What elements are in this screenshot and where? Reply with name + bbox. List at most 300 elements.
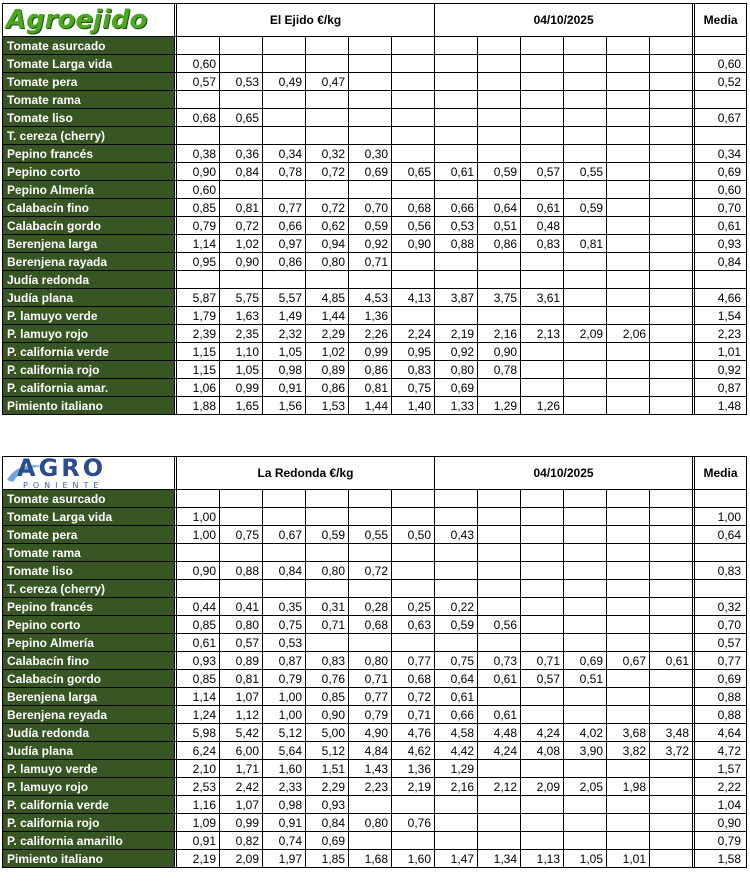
- media-cell: 0,70: [695, 199, 747, 217]
- media-cell: 1,48: [695, 397, 747, 415]
- price-cell: [650, 706, 693, 724]
- price-cell: 1,44: [349, 397, 392, 415]
- price-cell: 0,56: [478, 616, 521, 634]
- price-cell: [607, 91, 650, 109]
- price-cell: 0,94: [306, 235, 349, 253]
- price-cell: [650, 271, 693, 289]
- price-cell: [607, 199, 650, 217]
- price-cell: 2,26: [349, 325, 392, 343]
- table-row: [3, 490, 747, 508]
- product-name: P. lamuyo verde: [3, 760, 175, 778]
- price-cell: 0,57: [177, 73, 220, 91]
- price-cell: [435, 55, 478, 73]
- price-cell: 2,16: [435, 778, 478, 796]
- table-row: [3, 127, 747, 145]
- media-cell: 0,79: [695, 832, 747, 850]
- media-cell: [695, 37, 747, 55]
- media-cell: 0,67: [695, 109, 747, 127]
- product-name: P. california amar.: [3, 379, 175, 397]
- price-cell: [607, 145, 650, 163]
- price-cell: [521, 832, 564, 850]
- price-cell: 0,88: [435, 235, 478, 253]
- price-cell: 0,68: [392, 670, 435, 688]
- price-cell: [521, 145, 564, 163]
- product-name: T. cereza (cherry): [3, 127, 175, 145]
- price-cell: [349, 73, 392, 91]
- price-cell: 0,83: [306, 652, 349, 670]
- media-cell: 0,90: [695, 814, 747, 832]
- price-cell: 0,66: [263, 217, 306, 235]
- price-cell: [392, 181, 435, 199]
- price-cell: 0,76: [306, 670, 349, 688]
- price-cell: 3,68: [607, 724, 650, 742]
- price-cell: 0,60: [177, 55, 220, 73]
- price-cell: 0,90: [177, 562, 220, 580]
- price-cell: 0,61: [478, 706, 521, 724]
- price-cell: 0,61: [521, 199, 564, 217]
- price-cell: [263, 109, 306, 127]
- table-row: [3, 814, 747, 832]
- price-cell: [521, 562, 564, 580]
- la-redonda-price-table: [2, 456, 747, 868]
- price-cell: 0,71: [392, 706, 435, 724]
- price-cell: 6,00: [220, 742, 263, 760]
- price-cell: [349, 55, 392, 73]
- price-cell: 1,02: [220, 235, 263, 253]
- price-cell: [478, 253, 521, 271]
- media-cell: 0,93: [695, 235, 747, 253]
- price-cell: 0,93: [177, 652, 220, 670]
- price-cell: 2,29: [306, 778, 349, 796]
- table-row: [3, 706, 747, 724]
- table-row: [3, 778, 747, 796]
- price-cell: 2,35: [220, 325, 263, 343]
- price-cell: 0,98: [263, 796, 306, 814]
- price-cell: 5,64: [263, 742, 306, 760]
- price-cell: 0,51: [564, 670, 607, 688]
- price-cell: [564, 109, 607, 127]
- media-cell: [695, 91, 747, 109]
- table-row: [3, 580, 747, 598]
- price-cell: [521, 490, 564, 508]
- price-cell: [564, 253, 607, 271]
- price-cell: 0,91: [263, 379, 306, 397]
- table-row: [3, 526, 747, 544]
- price-cell: 1,36: [392, 760, 435, 778]
- price-cell: 0,35: [263, 598, 306, 616]
- price-cell: 0,66: [435, 706, 478, 724]
- price-cell: 1,06: [177, 379, 220, 397]
- price-cell: [392, 109, 435, 127]
- price-cell: 0,65: [392, 163, 435, 181]
- price-cell: 0,76: [392, 814, 435, 832]
- table-row: [3, 73, 747, 91]
- price-cell: [435, 490, 478, 508]
- price-cell: [306, 55, 349, 73]
- price-cell: 0,92: [435, 343, 478, 361]
- media-cell: 0,52: [695, 73, 747, 91]
- product-name: P. california rojo: [3, 361, 175, 379]
- price-cell: 0,97: [263, 235, 306, 253]
- price-cell: 5,12: [263, 724, 306, 742]
- price-cell: [564, 634, 607, 652]
- price-cell: [607, 307, 650, 325]
- price-cell: 2,10: [177, 760, 220, 778]
- price-cell: [349, 544, 392, 562]
- price-cell: 2,09: [220, 850, 263, 868]
- price-cell: [349, 91, 392, 109]
- price-cell: [220, 91, 263, 109]
- product-name: T. cereza (cherry): [3, 580, 175, 598]
- price-cell: 0,30: [349, 145, 392, 163]
- table-row: [3, 616, 747, 634]
- price-cell: [650, 289, 693, 307]
- price-cell: [564, 271, 607, 289]
- price-cell: [650, 580, 693, 598]
- table-row: [3, 55, 747, 73]
- price-cell: 0,68: [349, 616, 392, 634]
- price-cell: 4,85: [306, 289, 349, 307]
- price-cell: [392, 271, 435, 289]
- price-cell: [564, 814, 607, 832]
- product-name: P. lamuyo rojo: [3, 325, 175, 343]
- price-cell: 0,68: [392, 199, 435, 217]
- price-cell: [478, 91, 521, 109]
- price-cell: [521, 814, 564, 832]
- price-cell: 1,05: [263, 343, 306, 361]
- price-cell: 1,00: [263, 706, 306, 724]
- price-cell: 2,05: [564, 778, 607, 796]
- media-cell: 4,64: [695, 724, 747, 742]
- price-cell: 0,71: [349, 253, 392, 271]
- price-cell: 0,77: [349, 688, 392, 706]
- price-cell: [650, 508, 693, 526]
- price-cell: 2,12: [478, 778, 521, 796]
- price-cell: [478, 598, 521, 616]
- price-cell: 1,15: [177, 343, 220, 361]
- price-cell: [435, 562, 478, 580]
- table-row: [3, 760, 747, 778]
- price-cell: 5,00: [306, 724, 349, 742]
- price-cell: [564, 145, 607, 163]
- price-cell: 0,83: [521, 235, 564, 253]
- price-cell: 0,75: [263, 616, 306, 634]
- price-cell: [435, 127, 478, 145]
- price-cell: 0,95: [392, 343, 435, 361]
- product-name: Pimiento italiano: [3, 850, 175, 868]
- price-cell: 0,62: [306, 217, 349, 235]
- product-name: Tomate rama: [3, 91, 175, 109]
- price-cell: [607, 109, 650, 127]
- table-row: [3, 145, 747, 163]
- media-cell: 4,66: [695, 289, 747, 307]
- product-name: P. lamuyo rojo: [3, 778, 175, 796]
- media-cell: 0,70: [695, 616, 747, 634]
- price-cell: 0,59: [478, 163, 521, 181]
- price-cell: 0,22: [435, 598, 478, 616]
- price-cell: 0,44: [177, 598, 220, 616]
- price-cell: [478, 271, 521, 289]
- product-name: Tomate asurcado: [3, 490, 175, 508]
- media-cell: 0,69: [695, 670, 747, 688]
- price-cell: [607, 253, 650, 271]
- price-cell: [564, 760, 607, 778]
- price-cell: [650, 832, 693, 850]
- price-cell: [306, 109, 349, 127]
- product-name: Judía plana: [3, 289, 175, 307]
- product-name: Tomate liso: [3, 109, 175, 127]
- el-ejido-table-body: [3, 4, 747, 415]
- price-cell: [392, 253, 435, 271]
- product-name: P. california verde: [3, 343, 175, 361]
- media-cell: 0,88: [695, 688, 747, 706]
- table-row: [3, 544, 747, 562]
- price-cell: [177, 127, 220, 145]
- price-cell: [177, 580, 220, 598]
- table-row: [3, 199, 747, 217]
- price-cell: 4,24: [521, 724, 564, 742]
- product-name: Tomate pera: [3, 73, 175, 91]
- price-cell: 0,77: [392, 652, 435, 670]
- price-cell: [392, 37, 435, 55]
- price-cell: 3,82: [607, 742, 650, 760]
- table-row: [3, 361, 747, 379]
- price-cell: [220, 490, 263, 508]
- price-cell: [607, 181, 650, 199]
- price-cell: 5,98: [177, 724, 220, 742]
- price-cell: 0,69: [435, 379, 478, 397]
- price-cell: 0,50: [392, 526, 435, 544]
- price-cell: [650, 55, 693, 73]
- product-name: Tomate asurcado: [3, 37, 175, 55]
- price-cell: 2,32: [263, 325, 306, 343]
- price-cell: 1,05: [564, 850, 607, 868]
- price-cell: [650, 634, 693, 652]
- price-cell: [306, 271, 349, 289]
- price-cell: 0,81: [349, 379, 392, 397]
- price-cell: [564, 181, 607, 199]
- price-cell: 4,76: [392, 724, 435, 742]
- price-cell: [564, 217, 607, 235]
- price-cell: [435, 634, 478, 652]
- table-row: [3, 235, 747, 253]
- price-cell: [564, 832, 607, 850]
- price-cell: 0,61: [478, 670, 521, 688]
- price-cell: [435, 91, 478, 109]
- price-cell: [349, 832, 392, 850]
- price-cell: 0,70: [349, 199, 392, 217]
- price-cell: 1,44: [306, 307, 349, 325]
- price-cell: [650, 616, 693, 634]
- media-cell: 0,92: [695, 361, 747, 379]
- price-cell: 0,59: [349, 217, 392, 235]
- product-name: Pepino corto: [3, 163, 175, 181]
- price-cell: [306, 508, 349, 526]
- media-cell: 0,32: [695, 598, 747, 616]
- price-cell: [607, 832, 650, 850]
- price-cell: [306, 490, 349, 508]
- price-cell: [607, 217, 650, 235]
- media-cell: 2,22: [695, 778, 747, 796]
- price-cell: 3,75: [478, 289, 521, 307]
- price-cell: [564, 289, 607, 307]
- price-cell: [650, 778, 693, 796]
- media-cell: 1,01: [695, 343, 747, 361]
- price-cell: 0,86: [306, 379, 349, 397]
- price-cell: [650, 37, 693, 55]
- price-cell: [478, 688, 521, 706]
- media-cell: 1,54: [695, 307, 747, 325]
- price-cell: [650, 235, 693, 253]
- price-cell: [607, 37, 650, 55]
- media-cell: 0,60: [695, 181, 747, 199]
- price-cell: 4,13: [392, 289, 435, 307]
- table-row: [3, 634, 747, 652]
- product-name: Berenjena larga: [3, 235, 175, 253]
- price-cell: [607, 544, 650, 562]
- price-cell: [564, 562, 607, 580]
- price-cell: [607, 343, 650, 361]
- price-cell: [564, 397, 607, 415]
- price-cell: [650, 397, 693, 415]
- price-cell: 1,12: [220, 706, 263, 724]
- price-cell: [177, 271, 220, 289]
- price-cell: [521, 361, 564, 379]
- media-cell: 1,57: [695, 760, 747, 778]
- price-cell: 2,29: [306, 325, 349, 343]
- price-cell: 0,31: [306, 598, 349, 616]
- price-cell: [607, 271, 650, 289]
- price-cell: [521, 580, 564, 598]
- price-cell: [607, 706, 650, 724]
- media-cell: 0,61: [695, 217, 747, 235]
- price-cell: [650, 490, 693, 508]
- price-cell: 0,61: [177, 634, 220, 652]
- table-row: [3, 562, 747, 580]
- price-cell: [478, 37, 521, 55]
- price-cell: [521, 253, 564, 271]
- price-cell: 0,41: [220, 598, 263, 616]
- media-cell: 0,88: [695, 706, 747, 724]
- price-cell: [607, 580, 650, 598]
- price-cell: 0,93: [306, 796, 349, 814]
- price-cell: 0,87: [263, 652, 306, 670]
- price-cell: [564, 55, 607, 73]
- price-cell: [650, 325, 693, 343]
- product-name: Pepino Almería: [3, 634, 175, 652]
- price-cell: [521, 379, 564, 397]
- price-cell: [521, 307, 564, 325]
- agroponiente-logo-text: AGRO: [17, 456, 107, 482]
- price-cell: [564, 526, 607, 544]
- price-cell: 0,71: [349, 670, 392, 688]
- price-cell: 0,59: [306, 526, 349, 544]
- price-cell: 1,14: [177, 688, 220, 706]
- product-name: Berenjena rayada: [3, 253, 175, 271]
- price-cell: [607, 526, 650, 544]
- price-cell: 0,90: [220, 253, 263, 271]
- price-cell: [607, 634, 650, 652]
- price-cell: 1,85: [306, 850, 349, 868]
- price-cell: [650, 307, 693, 325]
- price-cell: [607, 289, 650, 307]
- price-cell: [607, 760, 650, 778]
- price-cell: 3,48: [650, 724, 693, 742]
- price-cell: 1,13: [521, 850, 564, 868]
- price-cell: 0,66: [435, 199, 478, 217]
- price-cell: 1,53: [306, 397, 349, 415]
- price-cell: [263, 127, 306, 145]
- price-cell: 5,42: [220, 724, 263, 742]
- price-cell: [349, 109, 392, 127]
- price-cell: [478, 181, 521, 199]
- table-row: [3, 91, 747, 109]
- price-cell: 1,14: [177, 235, 220, 253]
- price-cell: [650, 688, 693, 706]
- price-cell: 0,55: [349, 526, 392, 544]
- table-row: [3, 796, 747, 814]
- price-cell: 4,48: [478, 724, 521, 742]
- price-cell: 0,57: [521, 670, 564, 688]
- price-cell: 0,86: [349, 361, 392, 379]
- product-name: Judía redonda: [3, 271, 175, 289]
- price-cell: 2,33: [263, 778, 306, 796]
- price-cell: 2,06: [607, 325, 650, 343]
- el-ejido-price-table-block: [2, 3, 747, 415]
- price-cell: [607, 379, 650, 397]
- price-cell: [306, 91, 349, 109]
- price-cell: [392, 580, 435, 598]
- price-cell: 0,84: [220, 163, 263, 181]
- price-cell: [392, 796, 435, 814]
- price-cell: 4,53: [349, 289, 392, 307]
- price-cell: [220, 127, 263, 145]
- agroejido-logo-text: Agroejido: [6, 5, 148, 35]
- price-cell: [220, 271, 263, 289]
- price-cell: 4,90: [349, 724, 392, 742]
- media-cell: [695, 271, 747, 289]
- price-cell: [564, 73, 607, 91]
- price-cell: 1,68: [349, 850, 392, 868]
- price-cell: 2,09: [521, 778, 564, 796]
- market-title: El Ejido €/kg: [177, 4, 435, 37]
- price-cell: [564, 544, 607, 562]
- price-cell: [306, 37, 349, 55]
- price-cell: [220, 55, 263, 73]
- price-cell: 0,79: [263, 670, 306, 688]
- table-row: [3, 397, 747, 415]
- price-cell: [521, 706, 564, 724]
- price-cell: 0,65: [220, 109, 263, 127]
- price-cell: 1,09: [177, 814, 220, 832]
- price-cell: [564, 580, 607, 598]
- price-cell: [650, 544, 693, 562]
- price-cell: 0,85: [177, 199, 220, 217]
- price-cell: [607, 562, 650, 580]
- table-row: [3, 109, 747, 127]
- price-cell: [607, 598, 650, 616]
- price-cell: 1,49: [263, 307, 306, 325]
- price-cell: [607, 235, 650, 253]
- price-cell: 1,16: [177, 796, 220, 814]
- price-cell: [564, 343, 607, 361]
- price-cell: 0,56: [392, 217, 435, 235]
- price-cell: 0,72: [306, 199, 349, 217]
- price-cell: [392, 307, 435, 325]
- price-cell: [478, 562, 521, 580]
- product-name: Pepino Almería: [3, 181, 175, 199]
- price-cell: 3,72: [650, 742, 693, 760]
